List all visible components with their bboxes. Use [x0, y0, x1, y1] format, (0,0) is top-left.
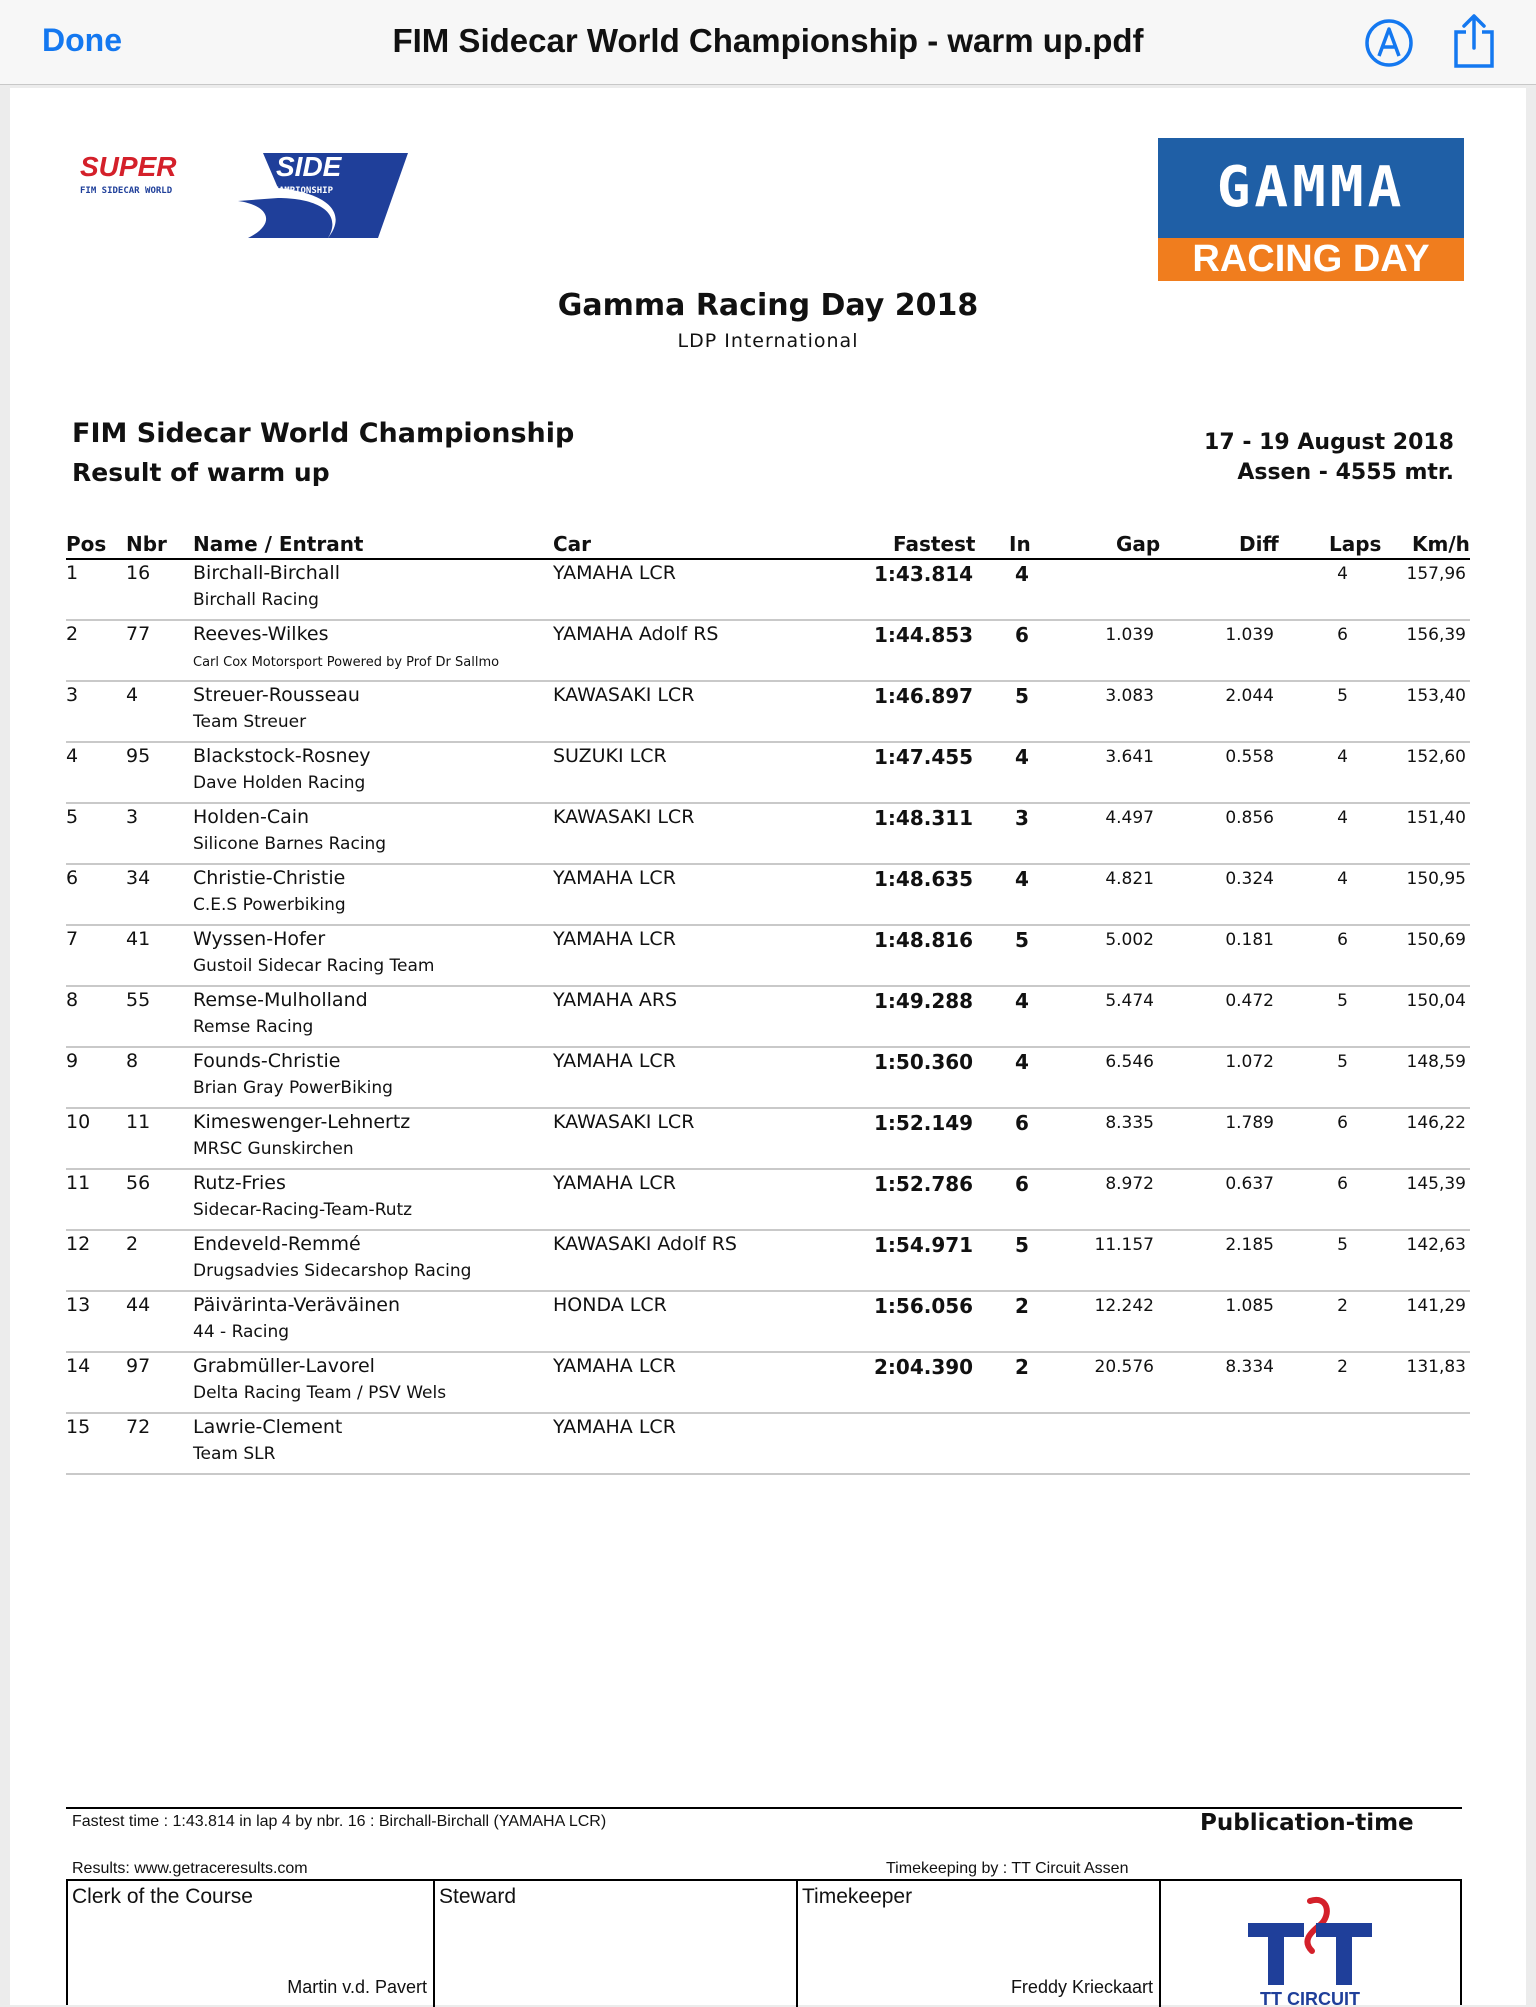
- cell-nbr: 55: [126, 989, 151, 1011]
- event-subtitle: LDP International: [677, 330, 859, 352]
- cell-diff: 8.334: [1225, 1357, 1274, 1377]
- markup-pen-icon[interactable]: [1364, 18, 1414, 68]
- cell-pos: 9: [66, 1050, 79, 1072]
- cell-gap: 3.083: [1105, 686, 1154, 706]
- table-row: [66, 1170, 1470, 1231]
- pdf-page[interactable]: [10, 88, 1526, 2005]
- table-row: [66, 804, 1470, 865]
- cell-laps: 2: [1337, 1296, 1348, 1316]
- table-row: [66, 743, 1470, 804]
- cell-kmh: 151,40: [1406, 808, 1466, 828]
- svg-text:FIM SIDECAR WORLD: FIM SIDECAR WORLD: [80, 186, 173, 196]
- cell-fastest: 1:50.360: [874, 1050, 974, 1074]
- cell-pos: 11: [66, 1172, 91, 1194]
- timekeeper-cell: [798, 1881, 1161, 2007]
- cell-kmh: 157,96: [1406, 564, 1466, 584]
- cell-diff: 0.324: [1225, 869, 1274, 889]
- cell-gap: 4.497: [1105, 808, 1154, 828]
- cell-car: KAWASAKI Adolf RS: [553, 1233, 737, 1255]
- cell-pos: 3: [66, 684, 79, 706]
- cell-fastest: 1:49.288: [874, 989, 974, 1013]
- cell-nbr: 95: [126, 745, 151, 767]
- cell-entrant: Gustoil Sidecar Racing Team: [193, 956, 435, 976]
- cell-diff: 2.044: [1225, 686, 1274, 706]
- cell-fastest: 1:52.149: [874, 1111, 974, 1135]
- table-row: [66, 560, 1470, 621]
- cell-entrant: 44 - Racing: [193, 1322, 290, 1342]
- cell-laps: 4: [1337, 869, 1348, 889]
- timekeeper-name: Freddy Krieckaart: [1010, 1977, 1153, 1997]
- cell-pos: 7: [66, 928, 79, 950]
- cell-nbr: 11: [126, 1111, 151, 1133]
- gamma-racing-day-logo: [1158, 138, 1464, 281]
- cell-pos: 1: [66, 562, 79, 584]
- header-laps: Laps: [1329, 532, 1382, 556]
- cell-car: KAWASAKI LCR: [553, 684, 695, 706]
- cell-pos: 5: [66, 806, 79, 828]
- cell-entrant: Brian Gray PowerBiking: [193, 1078, 393, 1098]
- cell-name: Founds-Christie: [193, 1050, 341, 1072]
- cell-kmh: 150,04: [1406, 991, 1466, 1011]
- header-diff: Diff: [1239, 532, 1279, 556]
- cell-in-lap: 4: [1015, 867, 1029, 891]
- cell-gap: 3.641: [1105, 747, 1154, 767]
- cell-laps: 4: [1337, 747, 1348, 767]
- cell-name: Lawrie-Clement: [193, 1416, 343, 1438]
- cell-name: Kimeswenger-Lehnertz: [193, 1111, 411, 1133]
- cell-car: YAMAHA LCR: [553, 867, 676, 889]
- cell-laps: 5: [1337, 991, 1348, 1011]
- cell-nbr: 41: [126, 928, 151, 950]
- cell-in-lap: 6: [1015, 1111, 1029, 1135]
- cell-kmh: 150,95: [1406, 869, 1466, 889]
- table-row: [66, 1353, 1470, 1414]
- cell-in-lap: 5: [1015, 684, 1029, 708]
- cell-in-lap: 3: [1015, 806, 1029, 830]
- results-table-header: [66, 532, 1470, 560]
- cell-gap: 5.474: [1105, 991, 1154, 1011]
- event-venue: Assen - 4555 mtr.: [1237, 460, 1454, 485]
- cell-car: KAWASAKI LCR: [553, 1111, 695, 1133]
- header-fastest: Fastest: [893, 532, 976, 556]
- cell-nbr: 4: [126, 684, 139, 706]
- cell-entrant: Team SLR: [193, 1444, 276, 1464]
- cell-in-lap: 4: [1015, 1050, 1029, 1074]
- cell-fastest: 1:48.816: [874, 928, 974, 952]
- header-car: Car: [553, 532, 592, 556]
- cell-car: YAMAHA ARS: [553, 989, 678, 1011]
- gamma-logo-text: GAMMA: [1158, 138, 1464, 238]
- cell-pos: 10: [66, 1111, 91, 1133]
- clerk-cell: [68, 1881, 435, 2007]
- cell-fastest: 1:43.814: [874, 562, 974, 586]
- cell-gap: 4.821: [1105, 869, 1154, 889]
- cell-diff: 0.558: [1225, 747, 1274, 767]
- cell-in-lap: 2: [1015, 1355, 1029, 1379]
- cell-pos: 4: [66, 745, 79, 767]
- cell-diff: 0.637: [1225, 1174, 1274, 1194]
- cell-car: YAMAHA LCR: [553, 1050, 676, 1072]
- header-gap: Gap: [1116, 532, 1161, 556]
- cell-pos: 2: [66, 623, 79, 645]
- svg-text:SIDE: SIDE: [276, 151, 342, 182]
- done-button[interactable]: Done: [42, 22, 122, 58]
- cell-kmh: 145,39: [1406, 1174, 1466, 1194]
- cell-pos: 6: [66, 867, 79, 889]
- table-row: [66, 987, 1470, 1048]
- cell-nbr: 72: [126, 1416, 151, 1438]
- cell-entrant: C.E.S Powerbiking: [193, 895, 346, 915]
- cell-laps: 5: [1337, 1052, 1348, 1072]
- cell-in-lap: 4: [1015, 745, 1029, 769]
- cell-diff: 1.039: [1225, 625, 1274, 645]
- cell-in-lap: 5: [1015, 1233, 1029, 1257]
- cell-in-lap: 2: [1015, 1294, 1029, 1318]
- publication-time-label: Publication-time: [1200, 1810, 1414, 1836]
- header-in: In: [1009, 532, 1031, 556]
- cell-kmh: 141,29: [1406, 1296, 1466, 1316]
- cell-laps: 6: [1337, 625, 1348, 645]
- cell-entrant: Carl Cox Motorsport Powered by Prof Dr Sallmo: [193, 655, 500, 670]
- steward-label: Steward: [439, 1885, 517, 1908]
- cell-name: Wyssen-Hofer: [193, 928, 326, 950]
- cell-entrant: Dave Holden Racing: [193, 773, 366, 793]
- cell-car: HONDA LCR: [553, 1294, 667, 1316]
- cell-nbr: 44: [126, 1294, 151, 1316]
- cell-laps: 4: [1337, 808, 1348, 828]
- cell-fastest: 1:56.056: [874, 1294, 974, 1318]
- racing-day-logo-text: RACING DAY: [1158, 238, 1464, 281]
- cell-name: Holden-Cain: [193, 806, 310, 828]
- cell-kmh: 131,83: [1406, 1357, 1466, 1377]
- timekeeper-label: Timekeeper: [802, 1885, 913, 1908]
- cell-laps: 2: [1337, 1357, 1348, 1377]
- cell-kmh: 142,63: [1406, 1235, 1466, 1255]
- cell-car: YAMAHA Adolf RS: [553, 623, 719, 645]
- cell-kmh: 146,22: [1406, 1113, 1466, 1133]
- cell-diff: 1.085: [1225, 1296, 1274, 1316]
- timekeeping-credit: Timekeeping by : TT Circuit Assen: [886, 1860, 1129, 1877]
- cell-diff: 0.472: [1225, 991, 1274, 1011]
- table-row: [66, 621, 1470, 682]
- cell-gap: 1.039: [1105, 625, 1154, 645]
- results-url: Results: www.getraceresults.com: [72, 1860, 308, 1877]
- document-title: FIM Sidecar World Championship - warm up.pdf: [392, 22, 1144, 59]
- cell-pos: 14: [66, 1355, 91, 1377]
- cell-diff: 1.072: [1225, 1052, 1274, 1072]
- cell-laps: 5: [1337, 686, 1348, 706]
- cell-in-lap: 5: [1015, 928, 1029, 952]
- cell-gap: 20.576: [1094, 1357, 1154, 1377]
- cell-gap: 8.335: [1105, 1113, 1154, 1133]
- cell-nbr: 8: [126, 1050, 139, 1072]
- header-nbr: Nbr: [126, 532, 167, 556]
- cell-pos: 12: [66, 1233, 91, 1255]
- cell-laps: 6: [1337, 1113, 1348, 1133]
- cell-diff: 0.181: [1225, 930, 1274, 950]
- fastest-time-summary: Fastest time : 1:43.814 in lap 4 by nbr. 16 : Birchall-Birchall (YAMAHA LCR): [72, 1813, 607, 1830]
- cell-name: Päivärinta-Veräväinen: [193, 1294, 400, 1316]
- cell-gap: 12.242: [1094, 1296, 1154, 1316]
- championship-title: FIM Sidecar World Championship: [72, 418, 575, 449]
- cell-fastest: 1:48.635: [874, 867, 974, 891]
- cell-name: Blackstock-Rosney: [193, 745, 371, 767]
- cell-car: KAWASAKI LCR: [553, 806, 695, 828]
- cell-fastest: 1:46.897: [874, 684, 974, 708]
- cell-nbr: 3: [126, 806, 139, 828]
- cell-name: Rutz-Fries: [193, 1172, 286, 1194]
- cell-car: SUZUKI LCR: [553, 745, 667, 767]
- cell-entrant: Delta Racing Team / PSV Wels: [193, 1383, 447, 1403]
- clerk-label: Clerk of the Course: [72, 1885, 253, 1908]
- cell-name: Remse-Mulholland: [193, 989, 368, 1011]
- cell-laps: 6: [1337, 930, 1348, 950]
- event-title: Gamma Racing Day 2018: [557, 288, 979, 323]
- cell-name: Birchall-Birchall: [193, 562, 340, 584]
- cell-pos: 15: [66, 1416, 91, 1438]
- session-title: Result of warm up: [72, 458, 330, 487]
- cell-diff: 2.185: [1225, 1235, 1274, 1255]
- cell-name: Endeveld-Remmé: [193, 1233, 361, 1255]
- cell-name: Christie-Christie: [193, 867, 346, 889]
- steward-cell: [435, 1881, 798, 2007]
- clerk-name: Martin v.d. Pavert: [287, 1977, 427, 1997]
- svg-text:CHAMPIONSHIP: CHAMPIONSHIP: [268, 186, 334, 196]
- header-kmh: Km/h: [1412, 532, 1470, 556]
- superside-logo: [78, 143, 408, 243]
- table-row: [66, 1231, 1470, 1292]
- cell-entrant: Silicone Barnes Racing: [193, 834, 387, 854]
- tt-circuit-logo: [1240, 1893, 1380, 2005]
- cell-entrant: MRSC Gunskirchen: [193, 1139, 354, 1159]
- cell-entrant: Team Streuer: [193, 712, 307, 732]
- cell-fastest: 1:48.311: [874, 806, 974, 830]
- cell-entrant: Sidecar-Racing-Team-Rutz: [193, 1200, 413, 1220]
- table-row: [66, 1048, 1470, 1109]
- cell-gap: 8.972: [1105, 1174, 1154, 1194]
- cell-kmh: 150,69: [1406, 930, 1466, 950]
- cell-fastest: 1:44.853: [874, 623, 974, 647]
- table-row: [66, 1414, 1470, 1475]
- cell-in-lap: 4: [1015, 562, 1029, 586]
- cell-gap: 6.546: [1105, 1052, 1154, 1072]
- cell-kmh: 153,40: [1406, 686, 1466, 706]
- cell-car: YAMAHA LCR: [553, 562, 676, 584]
- cell-fastest: 1:47.455: [874, 745, 974, 769]
- cell-nbr: 97: [126, 1355, 151, 1377]
- cell-nbr: 34: [126, 867, 151, 889]
- cell-nbr: 56: [126, 1172, 151, 1194]
- table-row: [66, 1109, 1470, 1170]
- footer-divider: [66, 1807, 1462, 1809]
- cell-entrant: Birchall Racing: [193, 590, 319, 610]
- svg-text:SUPER: SUPER: [80, 151, 177, 182]
- tt-logo-text: TT CIRCUIT: [1260, 1989, 1360, 2005]
- cell-entrant: Remse Racing: [193, 1017, 314, 1037]
- table-row: [66, 682, 1470, 743]
- cell-car: YAMAHA LCR: [553, 1355, 676, 1377]
- cell-diff: 0.856: [1225, 808, 1274, 828]
- cell-gap: 11.157: [1094, 1235, 1154, 1255]
- cell-laps: 4: [1337, 564, 1348, 584]
- event-dates: 17 - 19 August 2018: [1204, 430, 1454, 455]
- cell-car: YAMAHA LCR: [553, 1172, 676, 1194]
- cell-fastest: 1:52.786: [874, 1172, 974, 1196]
- cell-name: Grabmüller-Lavorel: [193, 1355, 375, 1377]
- header-pos: Pos: [66, 532, 107, 556]
- cell-pos: 8: [66, 989, 79, 1011]
- cell-diff: 1.789: [1225, 1113, 1274, 1133]
- cell-name: Streuer-Rousseau: [193, 684, 360, 706]
- cell-in-lap: 6: [1015, 623, 1029, 647]
- pdf-viewer-toolbar: [0, 0, 1536, 85]
- cell-nbr: 2: [126, 1233, 139, 1255]
- header-name: Name / Entrant: [193, 532, 364, 556]
- cell-kmh: 148,59: [1406, 1052, 1466, 1072]
- cell-fastest: 1:54.971: [874, 1233, 974, 1257]
- table-row: [66, 865, 1470, 926]
- cell-in-lap: 4: [1015, 989, 1029, 1013]
- cell-in-lap: 6: [1015, 1172, 1029, 1196]
- cell-laps: 6: [1337, 1174, 1348, 1194]
- cell-car: YAMAHA LCR: [553, 928, 676, 950]
- cell-entrant: Drugsadvies Sidecarshop Racing: [193, 1261, 472, 1281]
- cell-car: YAMAHA LCR: [553, 1416, 676, 1438]
- share-icon[interactable]: [1452, 12, 1496, 68]
- cell-nbr: 16: [126, 562, 151, 584]
- table-row: [66, 926, 1470, 987]
- table-row: [66, 1292, 1470, 1353]
- cell-name: Reeves-Wilkes: [193, 623, 329, 645]
- cell-laps: 5: [1337, 1235, 1348, 1255]
- cell-gap: 5.002: [1105, 930, 1154, 950]
- cell-nbr: 77: [126, 623, 151, 645]
- cell-kmh: 152,60: [1406, 747, 1466, 767]
- cell-fastest: 2:04.390: [874, 1355, 974, 1379]
- cell-kmh: 156,39: [1406, 625, 1466, 645]
- cell-pos: 13: [66, 1294, 91, 1316]
